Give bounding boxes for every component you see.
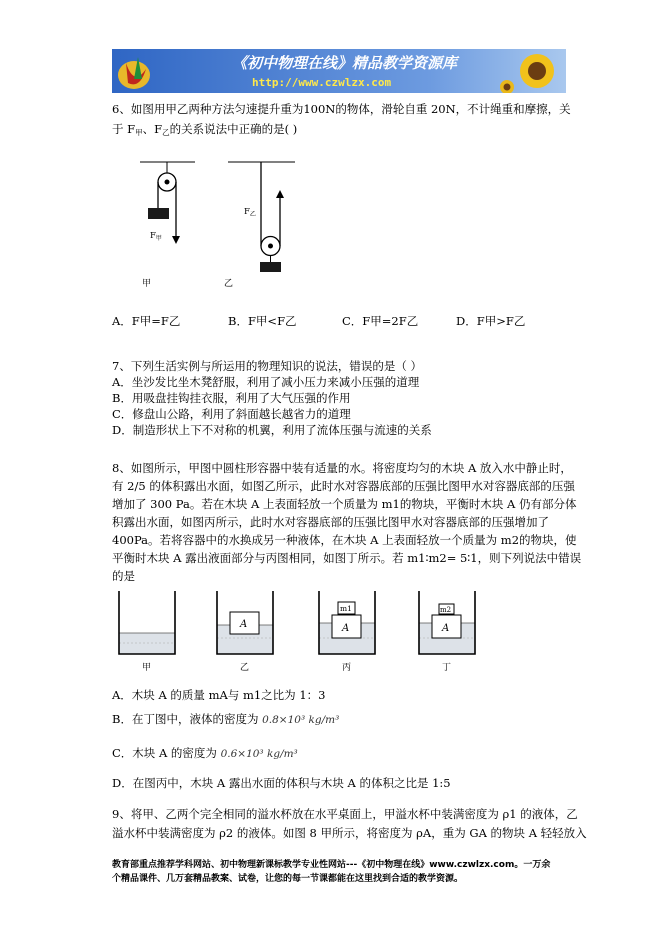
q8-stem-line7: 的是 — [112, 569, 135, 583]
weight-block — [148, 208, 169, 219]
q8-stem-line2: 有 2/5 的体积露出水面，如图乙所示，此时水对容器底部的压强比图甲水对容器底部的压强 — [112, 479, 575, 493]
q8-stem-line1: 8、如图所示，甲图中圆柱形容器中装有适量的水。将密度均匀的木块 A 放入水中静止时， — [112, 461, 572, 475]
fig-label-yi: 乙 — [224, 279, 234, 289]
q6-stem-line2: 于 $F_甲$、$F_乙$的关系说法中正确的是( ) — [112, 122, 298, 137]
container-yi — [217, 591, 273, 654]
block-label: A — [442, 623, 450, 634]
q7-option-c: C．修盘山公路，利用了斜面越长越省力的道理 — [112, 407, 351, 421]
container-figure — [112, 588, 482, 674]
footer-line2: 个精品课件、几万套精品教案、试卷，让您的每一节课都能在这里找到合适的教学资源。 — [112, 874, 464, 884]
m1-label: m1 — [340, 604, 352, 613]
block-label: A — [240, 619, 248, 630]
weight-block — [260, 262, 281, 272]
fig-label-bing: 丙 — [342, 663, 352, 673]
q8-stem-line6: 平衡时木块 A 露出液面部分与丙图相同，如图丁所示。若 m1∶m2= 5∶1，则下列说法中错误 — [112, 551, 582, 565]
q8-option-c: C．木块 A 的密度为 0.6×10³ kg/m³ — [112, 746, 298, 760]
banner-title: 《初中物理在线》精品教学资源库 — [232, 54, 458, 72]
q8-option-d: D．在图丙中，木块 A 露出水面的体积与木块 A 的体积之比是 1:5 — [112, 776, 451, 790]
q8-stem-line3: 增加了 300 Pa。若在木块 A 上表面轻放一个质量为 m1的物块，平衡时木块 A 仍有部分体 — [112, 497, 577, 511]
banner-graphic — [112, 49, 566, 93]
q8-option-a: A．木块 A 的质量 mA与 m1之比为 1：3 — [112, 688, 326, 702]
container-bing — [319, 591, 375, 654]
q8-option-b: B．在丁图中，液体的密度为 0.8×10³ kg/m³ — [112, 712, 340, 726]
q7-option-a: A．坐沙发比坐木凳舒服，利用了减小压力来减小压强的道理 — [112, 375, 420, 389]
force-label-jia: $F_甲$ — [150, 231, 162, 242]
q6-option-b: B．F甲<F乙 — [228, 314, 297, 328]
footer-line1: 教育部重点推荐学科网站、初中物理新课标教学专业性网站---《初中物理在线》www.czwlzx.com。一万余 — [112, 860, 551, 870]
q7-stem: 7、下列生活实例与所运用的物理知识的说法，错误的是（ ） — [112, 359, 422, 373]
fixed-pulley-diagram — [140, 162, 195, 244]
q6-option-a: A．F甲=F乙 — [112, 314, 181, 328]
q7-option-d: D．制造形状上下不对称的机翼，利用了流体压强与流速的关系 — [112, 423, 432, 437]
fig-label-yi: 乙 — [240, 663, 250, 673]
fig-label-ding: 丁 — [442, 663, 452, 673]
arrow-down-icon — [172, 236, 180, 244]
q6-option-d: D．F甲>F乙 — [456, 314, 526, 328]
q8-stem-line5: 400Pa。若将容器中的水换成另一种液体，在木块 A 上表面轻放一个质量为 m2的物块，使 — [112, 533, 577, 547]
arrow-up-icon — [276, 190, 284, 198]
q6-option-c: C．F甲=2F乙 — [342, 314, 419, 328]
m2-label: m2 — [440, 606, 452, 614]
pulley-figure — [140, 152, 315, 298]
q6-stem-line1: 6、如图用甲乙两种方法匀速提升重为100N的物体，滑轮自重 20N，不计绳重和摩擦，关 — [112, 102, 571, 116]
movable-pulley-diagram — [228, 162, 295, 272]
fig-label-jia: 甲 — [142, 279, 152, 289]
container-jia — [119, 591, 175, 654]
q8-stem-line4: 积露出水面，如图丙所示，此时水对容器底部的压强比图甲水对容器底部的压强增加了 — [112, 515, 549, 529]
container-ding — [419, 591, 475, 654]
q9-stem-line2: 溢水杯中装满密度为 ρ2 的液体。如图 8 甲所示，将密度为 ρA，重为 GA 的物块 A 轻轻放入 — [112, 826, 587, 840]
header-banner — [112, 49, 566, 93]
q7-option-b: B．用吸盘挂钩挂衣服，利用了大气压强的作用 — [112, 391, 351, 405]
fig-label-jia: 甲 — [142, 663, 152, 673]
q9-stem-line1: 9、将甲、乙两个完全相同的溢水杯放在水平桌面上，甲溢水杯中装满密度为 ρ1 的液体，乙 — [112, 807, 578, 821]
force-label-yi: $F_乙$ — [244, 207, 256, 218]
banner-url: http://www.czwlzx.com — [252, 76, 392, 89]
block-label: A — [342, 623, 350, 634]
